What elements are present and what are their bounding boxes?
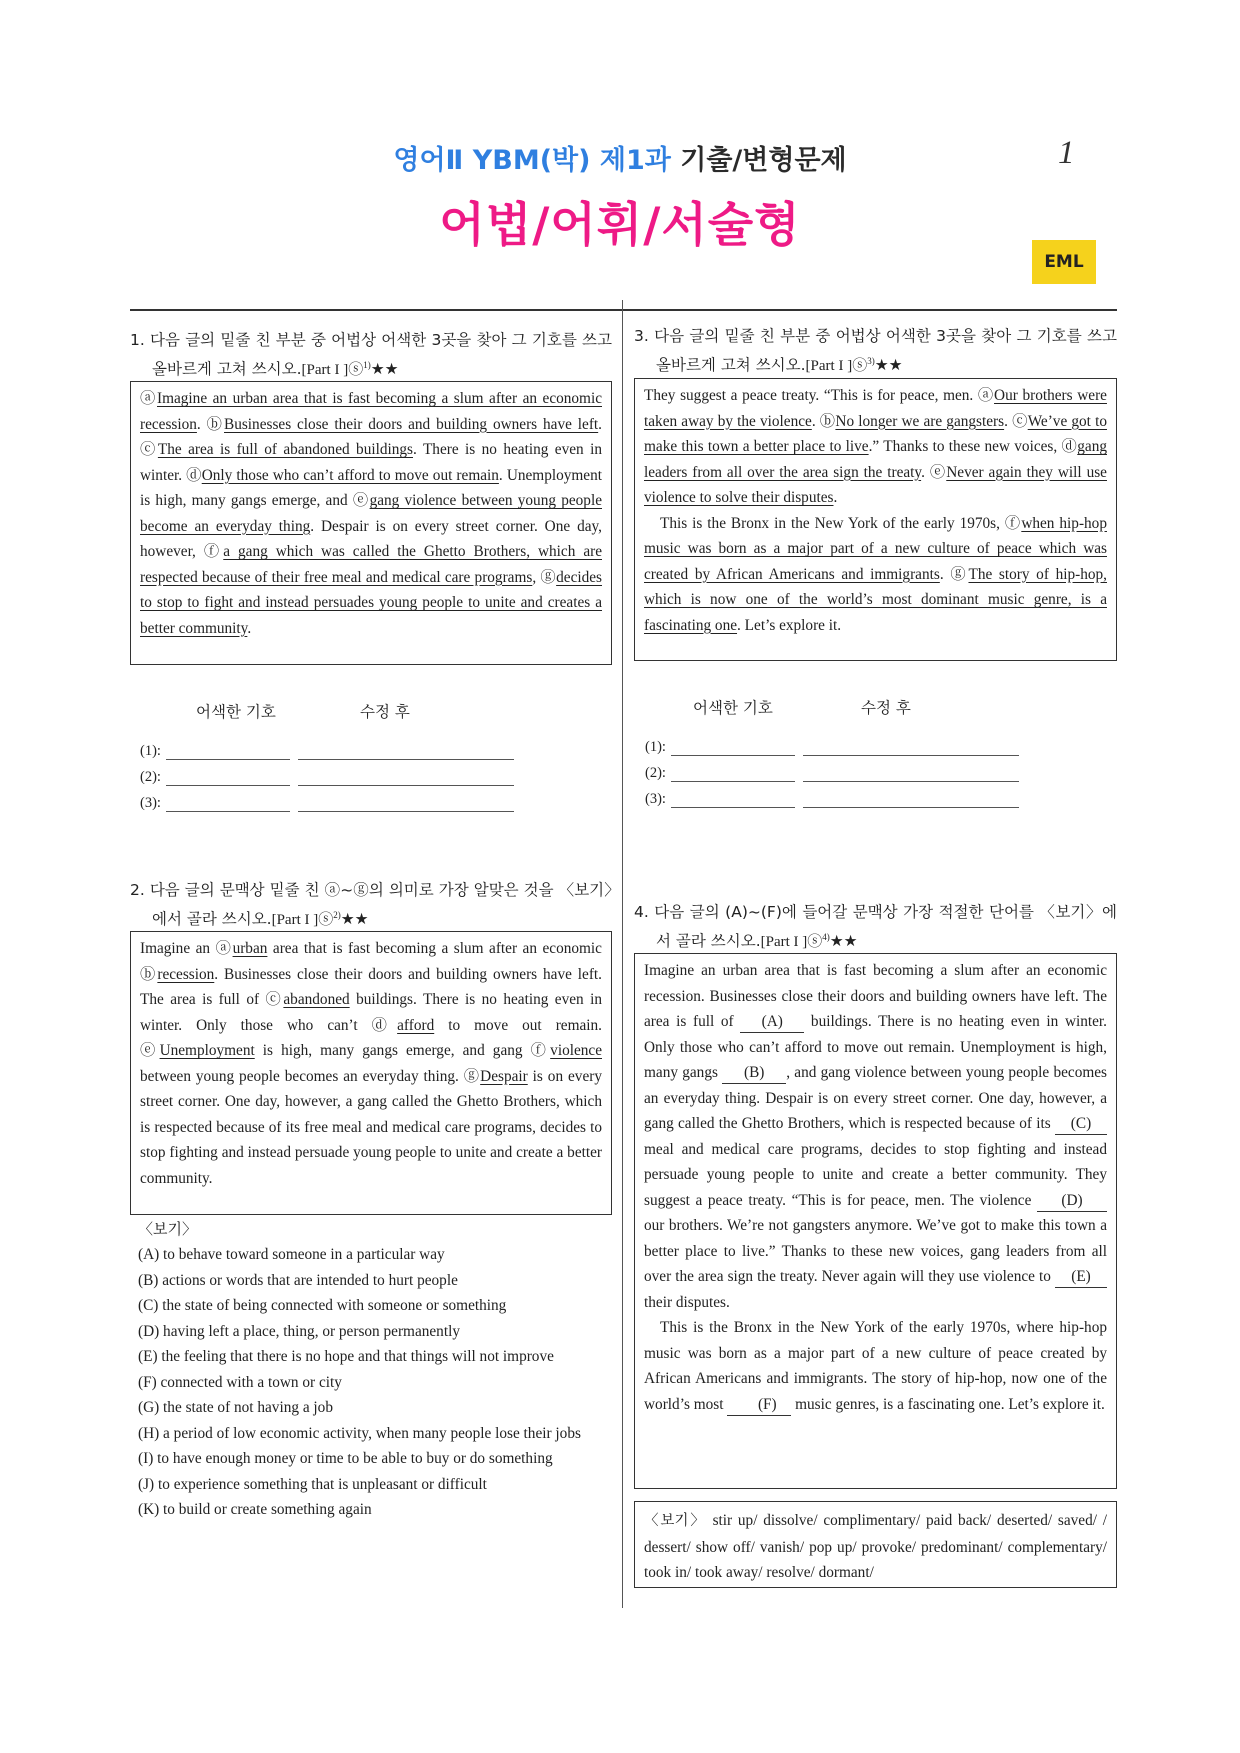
answer-correction-blank[interactable] [803, 741, 1019, 756]
q1-instruction-text: 다음 글의 밑줄 친 부분 중 어법상 어색한 3곳을 찾아 그 기호를 쓰고 올바르게 고쳐 쓰시오. [150, 331, 612, 379]
q4-wordbox-label: 〈보기〉 [644, 1513, 707, 1529]
title-type: 기출/변형문제 [680, 145, 847, 176]
q1-ref: [Part I ]ⓢ [301, 362, 364, 379]
answer-row-label: (3): [140, 795, 161, 811]
q4-ref: [Part I ]ⓢ [760, 934, 823, 951]
answer-row[interactable] [140, 786, 514, 812]
header-divider [130, 309, 1117, 311]
q4-instruction [634, 900, 1117, 955]
q1-text: . There is no heating even in winter. [140, 441, 602, 484]
q2-mark-f: ⓕ [530, 1042, 551, 1059]
blank-b[interactable]: (B) [722, 1063, 786, 1084]
answer-row[interactable] [645, 756, 1019, 782]
q3-text: . [1004, 412, 1013, 430]
q1-mark-e: ⓔ [352, 492, 370, 509]
q1-underline-a: Imagine an urban area that is fast becoming a slum after an economic recession [140, 390, 602, 433]
q2-option: (C) the state of being connected with someone or something [138, 1297, 507, 1314]
q4-number: 4. [634, 903, 649, 921]
q3-text: . Let’s explore it. [737, 616, 842, 634]
q3-ref: [Part I ]ⓢ [805, 358, 868, 375]
q3-text: This is the Bronx in the New York of the early 1970s, [660, 514, 1005, 532]
q2-mark-d: ⓓ [371, 1016, 398, 1034]
q4-instruction-text: 다음 글의 (A)~(F)에 들어갈 문맥상 가장 적절한 단어를 〈보기〉에서 골라 쓰시오. [654, 903, 1117, 951]
answer-correction-blank[interactable] [298, 797, 514, 812]
q3-passage-box [634, 378, 1117, 661]
document-subtitle: 어법/어휘/서술형 [439, 198, 801, 253]
q2-passage-box [130, 931, 612, 1215]
q2-option: (I) to have enough money or time to be able to buy or do something [138, 1450, 553, 1467]
q1-mark-b: ⓑ [206, 415, 224, 433]
q3-instruction-text: 다음 글의 밑줄 친 부분 중 어법상 어색한 3곳을 찾아 그 기호를 쓰고 올바르게 고쳐 쓰시오. [654, 327, 1117, 375]
blank-a[interactable]: (A) [740, 1012, 804, 1033]
q3-underline-f: when hip-hop music was born as a major part of a new culture of peace which was created by African Americans and immigrants [644, 514, 1107, 583]
q3-ref-sup: 3) [867, 356, 875, 366]
q2-mark-e: ⓔ [140, 1042, 160, 1059]
answer-row[interactable] [645, 782, 1019, 808]
q2-option: (H) a period of low economic activity, when many people lose their jobs [138, 1424, 581, 1442]
q2-option: (J) to experience something that is unpleasant or difficult [138, 1475, 487, 1493]
q1-mark-a: ⓐ [140, 390, 157, 407]
q3-answer-sheet [645, 696, 1019, 808]
q1-text: . [598, 415, 602, 433]
q3-text: They suggest a peace treaty. “This is for peace, men. [644, 387, 978, 404]
q1-underline-d: Only those who can’t afford to move out remain [201, 466, 499, 484]
q2-option: (D) having left a place, thing, or person permanently [138, 1322, 460, 1340]
q2-text: buildings. There is no heating even in winter. Only those who can’t [140, 991, 602, 1034]
q4-text: our brothers. We’re not gangsters anymore. We’ve got to make this town a better place to live.” Thanks to these new voices, gang leaders from all over the area sign the treaty. Never again will they use violence to [644, 1217, 1107, 1285]
q3-underline-a: Our brothers were taken away by the violence [644, 387, 1107, 430]
q3-underline-g: The story of hip-hop, which is now one of the world’s most dominant music genre, is a fascinating one [644, 565, 1107, 634]
q3-stars: ★★ [874, 356, 903, 375]
q1-underline-c: The area is full of abandoned buildings [157, 441, 413, 458]
answer-col-symbol: 어색한 기호 [196, 703, 276, 721]
q4-text: This is the Bronx in the New York of the early 1970s, where hip-hop music was born as a major part of a new culture of peace created by African Americans and immigrants. The story of hip-hop, now one of the world’s most [644, 1319, 1107, 1413]
q4-text: music genres, is a fascinating one. Let’s explore it. [791, 1395, 1105, 1413]
q2-underline-f: violence [550, 1042, 602, 1059]
q1-passage-box [130, 381, 612, 665]
q2-underline-d: afford [397, 1016, 435, 1034]
q1-underline-e: gang violence between young people become an everyday thing [140, 492, 602, 535]
answer-symbol-blank[interactable] [166, 797, 290, 812]
answer-row[interactable] [140, 760, 514, 786]
q2-underline-c: abandoned [283, 991, 350, 1008]
q3-underline-c: We’ve got to make this town a better place to live [644, 412, 1107, 455]
q2-text: Imagine an [140, 940, 216, 957]
q2-option: (B) actions or words that are intended to hurt people [138, 1271, 458, 1289]
q4-stars: ★★ [829, 932, 858, 951]
q2-number: 2. [130, 881, 145, 899]
q3-text: . [921, 463, 930, 481]
q3-instruction [634, 324, 1117, 379]
answer-symbol-blank[interactable] [671, 793, 795, 808]
q1-text: . [196, 415, 207, 433]
q1-mark-d: ⓓ [186, 466, 202, 484]
q2-options-label: 〈보기〉 [138, 1220, 197, 1238]
q2-text: between young people becomes an everyday thing. [140, 1067, 464, 1085]
q3-mark-e: ⓔ [929, 463, 947, 481]
q2-ref: [Part I ]ⓢ [271, 912, 334, 929]
q2-option: (G) the state of not having a job [138, 1399, 333, 1416]
q1-instruction [130, 328, 612, 383]
blank-e[interactable]: (E) [1055, 1267, 1107, 1288]
q1-mark-g: ⓖ [540, 568, 557, 586]
q4-text: Imagine an urban area that is fast becoming a slum after an economic recession. Businesses close their doors and building owners have left. The area is full of [644, 962, 1107, 1030]
q1-stars: ★★ [370, 360, 399, 379]
q4-text: their disputes. [644, 1293, 730, 1311]
q2-option: (K) to build or create something again [138, 1501, 372, 1518]
answer-symbol-blank[interactable] [166, 745, 290, 760]
q3-mark-c: ⓒ [1012, 412, 1028, 430]
q3-text: . [811, 412, 820, 430]
answer-correction-blank[interactable] [298, 745, 514, 760]
answer-col-symbol: 어색한 기호 [693, 699, 773, 717]
answer-row-label: (3): [645, 791, 666, 807]
blank-c[interactable]: (C) [1055, 1114, 1107, 1135]
q2-option: (A) to behave toward someone in a particular way [138, 1246, 445, 1263]
answer-symbol-blank[interactable] [671, 767, 795, 782]
q2-option-list [138, 1242, 612, 1523]
q2-mark-b: ⓑ [140, 965, 158, 983]
answer-row[interactable] [140, 734, 514, 760]
answer-row[interactable] [645, 730, 1019, 756]
q2-text: is high, many gangs emerge, and gang [254, 1042, 531, 1059]
document-title [0, 138, 1240, 177]
blank-f[interactable]: (F) [727, 1395, 791, 1416]
q2-option: (F) connected with a town or city [138, 1373, 342, 1391]
q4-word-bank [634, 1501, 1117, 1588]
q1-underline-b: Businesses close their doors and building owners have left [224, 415, 599, 433]
q2-instruction-text: 다음 글의 문맥상 밑줄 친 ⓐ~ⓖ의 의미로 가장 알맞은 것을 〈보기〉에서 골라 쓰시오. [149, 881, 612, 929]
q3-underline-d: gang leaders from all over the area sign the treaty [644, 438, 1107, 481]
answer-correction-blank[interactable] [803, 767, 1019, 782]
q3-text: . [939, 565, 951, 583]
blank-d[interactable]: (D) [1037, 1191, 1107, 1212]
q4-passage-box [634, 953, 1117, 1489]
q2-ref-sup: 2) [333, 910, 341, 920]
q3-text: .” Thanks to these new voices, [868, 438, 1062, 455]
q2-text: is on every street corner. One day, however, a gang called the Ghetto Brothers, which is respected because of its free meal and medical care programs, decides to stop fighting and instead persuade young people to unite and create a better community. [140, 1067, 602, 1187]
title-course: 영어Ⅱ YBM(박) 제1과 [393, 145, 671, 176]
q3-underline-b: No longer we are gangsters [835, 412, 1005, 430]
q1-underline-f: a gang which was called the Ghetto Brothers, which are respected because of their free meal and medical care programs [140, 543, 602, 586]
q1-text: . Unemployment is high, many gangs emerge, and [140, 466, 602, 509]
q4-text: meal and medical care programs, decides to stop fighting and instead persuade young people to unite and create a better community. They suggest a peace treaty. “This is for peace, men. The violence [644, 1140, 1107, 1209]
q2-mark-c: ⓒ [265, 991, 284, 1008]
q1-mark-f: ⓕ [203, 543, 224, 560]
answer-row-label: (1): [140, 743, 161, 759]
q2-text: to move out remain. [434, 1016, 602, 1034]
eml-logo-badge: EML [1032, 240, 1096, 284]
q3-text: . [833, 489, 838, 506]
q2-option: (E) the feeling that there is no hope and that things will not improve [138, 1348, 554, 1365]
answer-row-label: (1): [645, 739, 666, 755]
page-number: 1 [1058, 135, 1075, 171]
answer-symbol-blank[interactable] [166, 771, 290, 786]
q2-stars: ★★ [340, 910, 369, 929]
q4-text: buildings. There is no heating even in winter. Only those who can’t afford to move out remain. Unemployment is high, many gangs [644, 1013, 1107, 1081]
answer-correction-blank[interactable] [298, 771, 514, 786]
q1-text: . [247, 619, 252, 637]
column-divider [622, 300, 623, 1608]
q3-mark-g: ⓖ [950, 565, 969, 583]
q1-answer-sheet [140, 700, 514, 812]
q2-text: area that is fast becoming a slum after an economic [267, 940, 602, 957]
answer-row-label: (2): [140, 769, 161, 785]
q2-underline-g: Despair [480, 1067, 528, 1085]
q3-underline-e: Never again they will use violence to solve their disputes [644, 463, 1107, 506]
q1-mark-c: ⓒ [140, 441, 158, 458]
q1-underline-g: decides to stop to fight and instead persuades young people to unite and creates a better community [140, 568, 602, 637]
q3-mark-a: ⓐ [977, 387, 995, 404]
q3-mark-f: ⓕ [1004, 514, 1022, 532]
q2-underline-e: Unemployment [159, 1042, 255, 1059]
q2-mark-a: ⓐ [215, 940, 233, 957]
q3-mark-d: ⓓ [1061, 438, 1078, 455]
q4-text: , and gang violence between young people becomes an everyday thing. Despair is on every street corner. One day, however, a gang called the Ghetto Brothers, which is respected because of its [644, 1064, 1107, 1132]
q3-number: 3. [634, 327, 649, 345]
q2-mark-g: ⓖ [463, 1067, 481, 1085]
q2-underline-a: urban [232, 940, 268, 957]
q2-underline-b: recession [157, 965, 215, 983]
q1-text: , [532, 568, 541, 586]
q3-mark-b: ⓑ [819, 412, 836, 430]
answer-row-label: (2): [645, 765, 666, 781]
answer-symbol-blank[interactable] [671, 741, 795, 756]
answer-col-correction: 수정 후 [360, 703, 410, 721]
q1-number: 1. [130, 331, 145, 349]
q1-ref-sup: 1) [363, 360, 371, 370]
q1-text: . Despair is on every street corner. One day, however, [140, 517, 602, 560]
answer-col-correction: 수정 후 [861, 699, 911, 717]
answer-correction-blank[interactable] [803, 793, 1019, 808]
q2-instruction [130, 878, 612, 933]
q4-ref-sup: 4) [822, 932, 830, 942]
q4-wordbox-words: stir up/ dissolve/ complimentary/ paid back/ deserted/ saved/ / dessert/ show off/ vanish/ pop up/ provoke/ predominant/ complementary/ took in/ took away/ resolve/ dormant/ [644, 1512, 1108, 1581]
q2-text: . Businesses close their doors and building owners have left. The area is full of [140, 965, 602, 1008]
